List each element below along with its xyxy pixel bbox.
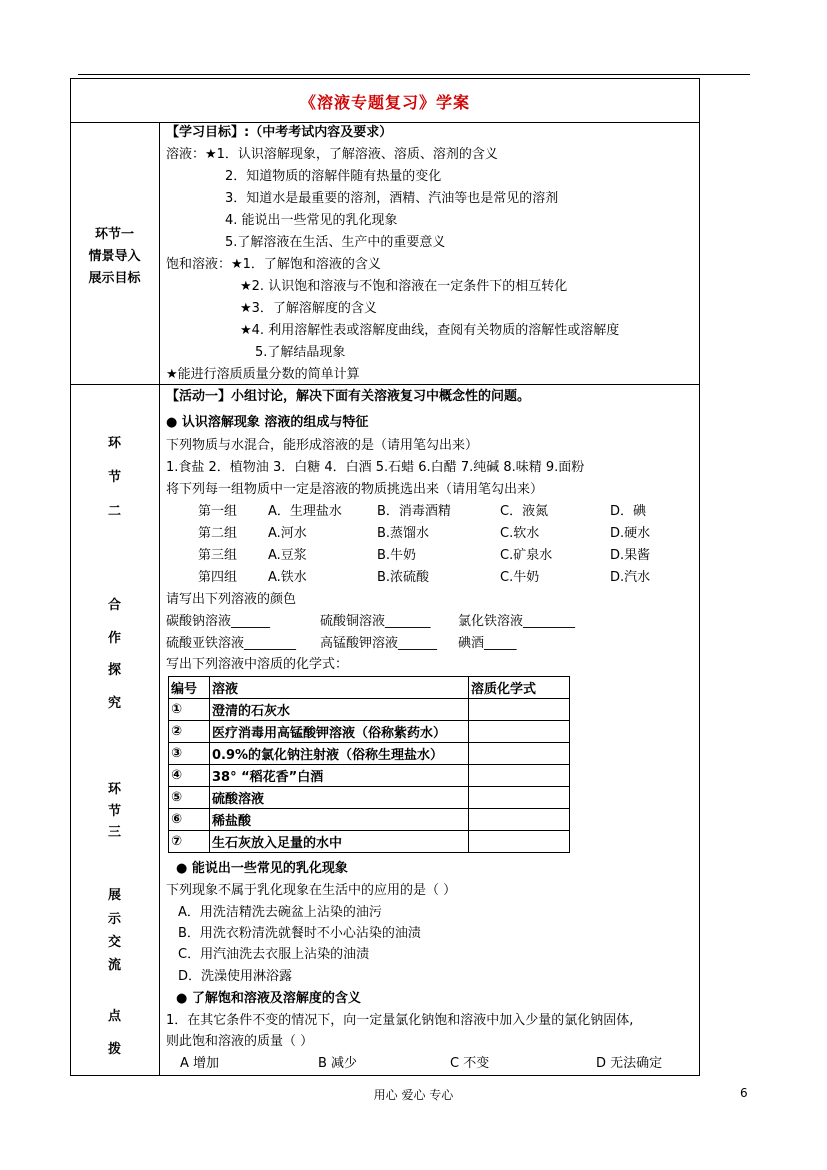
color-blank: 硫酸亚铁溶液________ xyxy=(166,636,297,651)
section2-label-char: 探 xyxy=(107,663,121,678)
row-number: ④ xyxy=(169,765,210,787)
row-formula-blank[interactable] xyxy=(469,743,570,765)
question-text: 将下列每一组物质中一定是溶液的物质挑选出来（请用笔勾出来） xyxy=(166,482,544,497)
color-blank: 高锰酸钾溶液______ xyxy=(320,636,438,651)
question-text: 写出下列溶液中溶质的化学式： xyxy=(166,657,349,672)
answer-option: D 无法确定 xyxy=(596,1056,663,1071)
table-row xyxy=(169,809,570,831)
section3-label-char: 拨 xyxy=(107,1042,121,1057)
section3-label-char: 交 xyxy=(107,935,121,950)
section2-label-char: 作 xyxy=(107,631,121,646)
row-formula-blank[interactable] xyxy=(469,809,570,831)
section2-label-char: 二 xyxy=(107,504,121,519)
section1-label xyxy=(70,224,159,290)
table-header: 编号 xyxy=(169,677,210,699)
table-header: 溶液 xyxy=(210,677,469,699)
table-row xyxy=(169,699,570,721)
color-blank: 碳酸钠溶液______ xyxy=(166,614,271,629)
page-title: 《溶液专题复习》学案 xyxy=(299,93,470,112)
bullet-heading: ● 能说出一些常见的乳化现象 xyxy=(176,861,348,876)
row-solution: 稀盐酸 xyxy=(210,809,469,831)
table-row xyxy=(169,831,570,853)
objective-line: 饱和溶液：★1．了解饱和溶液的含义 xyxy=(166,257,381,272)
section3-label-char: 节 xyxy=(107,804,121,819)
row-formula-blank[interactable] xyxy=(469,765,570,787)
answer-option: A 增加 xyxy=(180,1056,220,1071)
group-option: C.牛奶 xyxy=(500,570,540,585)
objective-line: 2．知道物质的溶解伴随有热量的变化 xyxy=(225,169,442,184)
section2-label-char: 环 xyxy=(107,436,121,451)
table-row xyxy=(169,765,570,787)
group-option: D．碘 xyxy=(610,504,647,519)
group-option: A.豆浆 xyxy=(268,548,307,563)
section3-label-char: 流 xyxy=(107,958,121,973)
objective-line: 5.了解结晶现象 xyxy=(255,345,346,360)
section-divider xyxy=(70,384,700,385)
objective-line: ★2. 认识饱和溶液与不饱和溶液在一定条件下的相互转化 xyxy=(240,279,568,294)
table-row xyxy=(169,721,570,743)
row-number: ⑥ xyxy=(169,809,210,831)
column-divider xyxy=(159,122,160,1076)
section1-label-line: 环节一 xyxy=(94,227,134,242)
objective-line: 5.了解溶液在生活、生产中的重要意义 xyxy=(225,235,446,250)
row-solution: 硫酸溶液 xyxy=(210,787,469,809)
group-option: B.牛奶 xyxy=(377,548,417,563)
group-name: 第二组 xyxy=(198,526,238,541)
section3-label-char: 展 xyxy=(107,888,121,903)
group-name: 第一组 xyxy=(198,504,238,519)
page-footer: 用心 爱心 专心 xyxy=(373,1088,454,1102)
activity-heading: 【活动一】小组讨论，解决下面有关溶液复习中概念性的问题。 xyxy=(166,389,531,404)
group-option: B.蒸馏水 xyxy=(377,526,430,541)
group-option: B.浓硫酸 xyxy=(377,570,430,585)
formula-table xyxy=(168,676,570,853)
row-solution: 生石灰放入足量的水中 xyxy=(210,831,469,853)
row-formula-blank[interactable] xyxy=(469,787,570,809)
question-text: 请写出下列溶液的颜色 xyxy=(166,592,297,607)
objectives-heading: 【学习目标】:（中考考试内容及要求） xyxy=(166,125,393,140)
section2-label-char: 节 xyxy=(107,470,121,485)
group-option: A．生理盐水 xyxy=(268,504,342,519)
question-text: 则此饱和溶液的质量（ ） xyxy=(166,1034,314,1049)
question-text: 下列现象不属于乳化现象在生活中的应用的是（ ） xyxy=(166,883,457,898)
objective-line: 4. 能说出一些常见的乳化现象 xyxy=(225,213,398,228)
bullet-heading: ● 认识溶解现象 溶液的组成与特征 xyxy=(166,415,369,430)
objective-line: 溶液：★1．认识溶解现象，了解溶液、溶质、溶剂的含义 xyxy=(166,147,498,162)
section3-label-char: 三 xyxy=(107,825,121,840)
row-solution: 0.9%的氯化钠注射液（俗称生理盐水） xyxy=(210,743,469,765)
answer-option: B 减少 xyxy=(318,1056,358,1071)
objective-line: ★3．了解溶解度的含义 xyxy=(240,301,377,316)
header-rule xyxy=(78,74,750,75)
objective-line: 3．知道水是最重要的溶剂，酒精、汽油等也是常见的溶剂 xyxy=(225,191,559,206)
question-text: 1．在其它条件不变的情况下，向一定量氯化钠饱和溶液中加入少量的氯化钠固体, xyxy=(166,1013,634,1028)
page-number: 6 xyxy=(740,1086,748,1100)
color-blank: 硫酸铜溶液_______ xyxy=(320,614,431,629)
row-solution: 医疗消毒用高锰酸钾溶液（俗称紫药水） xyxy=(210,721,469,743)
group-option: C.软水 xyxy=(500,526,540,541)
group-option: A.铁水 xyxy=(268,570,307,585)
group-option: D.硬水 xyxy=(610,526,651,541)
row-number: ⑦ xyxy=(169,831,210,853)
section3-label-char: 示 xyxy=(107,912,121,927)
row-formula-blank[interactable] xyxy=(469,721,570,743)
question-text: 下列物质与水混合，能形成溶液的是（请用笔勾出来） xyxy=(166,438,479,453)
table-row xyxy=(169,743,570,765)
row-formula-blank[interactable] xyxy=(469,831,570,853)
group-option: A.河水 xyxy=(268,526,307,541)
objective-line: ★能进行溶质质量分数的简单计算 xyxy=(166,367,360,382)
group-name: 第三组 xyxy=(198,548,238,563)
objective-line: ★4. 利用溶解性表或溶解度曲线，查阅有关物质的溶解性或溶解度 xyxy=(240,323,620,338)
row-number: ② xyxy=(169,721,210,743)
section3-label-char: 点 xyxy=(107,1009,121,1024)
answer-option: B．用洗衣粉清洗就餐时不小心沾染的油渍 xyxy=(178,926,421,941)
row-number: ① xyxy=(169,699,210,721)
answer-option: D．洗澡使用淋浴露 xyxy=(178,969,293,984)
row-number: ③ xyxy=(169,743,210,765)
answer-option: A．用洗洁精洗去碗盆上沾染的油污 xyxy=(178,905,382,920)
group-option: C.矿泉水 xyxy=(500,548,553,563)
section2-label-char: 合 xyxy=(107,598,121,613)
answer-option: C．用汽油洗去衣服上沾染的油渍 xyxy=(178,947,370,962)
question-items: 1.食盐 2．植物油 3．白糖 4．白酒 5.石蜡 6.白醋 7.纯碱 8.味精 9.面粉 xyxy=(166,460,585,475)
bullet-heading: ● 了解饱和溶液及溶解度的含义 xyxy=(176,991,361,1006)
color-blank: 碘酒_____ xyxy=(458,636,517,651)
group-name: 第四组 xyxy=(198,570,238,585)
section1-label-line: 展示目标 xyxy=(88,271,141,286)
group-option: D.果酱 xyxy=(610,548,651,563)
section1-label-line: 情景导入 xyxy=(88,249,141,264)
title-divider xyxy=(70,122,700,123)
row-number: ⑤ xyxy=(169,787,210,809)
table-header: 溶质化学式 xyxy=(469,677,570,699)
group-option: C．液氮 xyxy=(500,504,549,519)
section2-label-char: 究 xyxy=(107,696,121,711)
group-option: B．消毒酒精 xyxy=(377,504,451,519)
section3-label-char: 环 xyxy=(107,782,121,797)
group-option: D.汽水 xyxy=(610,570,651,585)
table-row xyxy=(169,787,570,809)
row-solution: 38° “稻花香”白酒 xyxy=(210,765,469,787)
row-formula-blank[interactable] xyxy=(469,699,570,721)
color-blank: 氯化铁溶液________ xyxy=(458,614,576,629)
row-solution: 澄清的石灰水 xyxy=(210,699,469,721)
answer-option: C 不变 xyxy=(450,1056,490,1071)
table-header-row xyxy=(169,677,570,699)
